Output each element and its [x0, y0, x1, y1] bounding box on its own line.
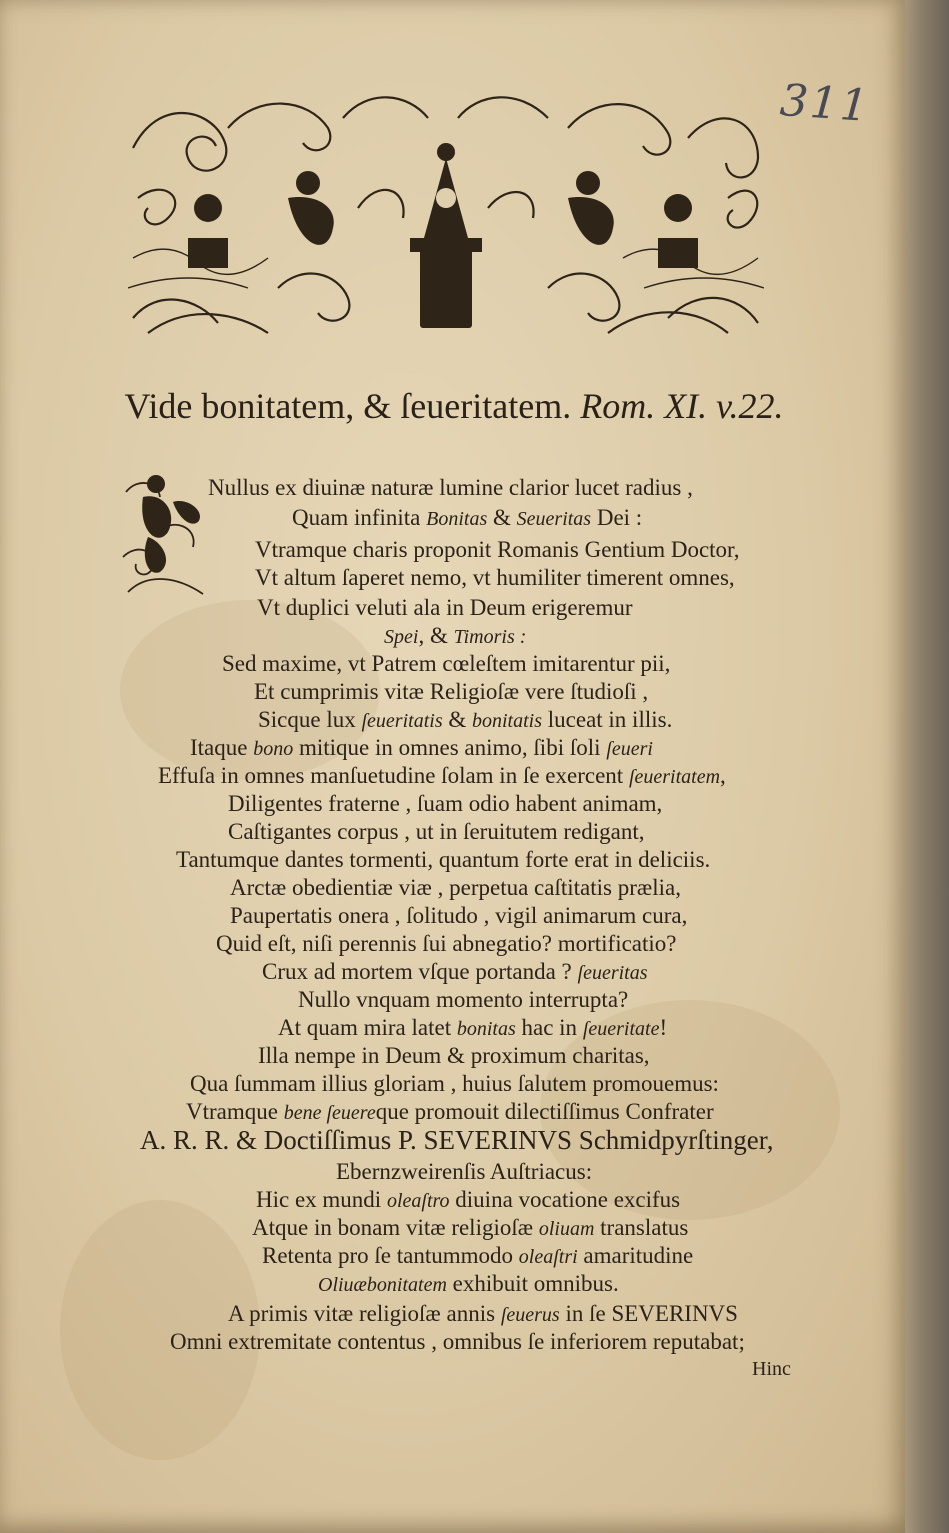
poem-line [216, 930, 677, 958]
text-run: At quam mira latet [278, 1015, 457, 1040]
catchword: Hinc [752, 1358, 791, 1380]
italic-word: bonitatis [472, 710, 543, 732]
text-run: Sed maxime, vt Patrem cœleſtem imitarentur pii, [222, 651, 671, 676]
poem-line [255, 536, 740, 564]
italic-word: Timoris : [453, 626, 527, 648]
italic-word: Spei [384, 626, 419, 648]
text-run: Diligentes fraterne , ſuam odio habent animam, [228, 791, 663, 816]
text-run: Ebernzweirenſis Auſtriacus: [336, 1159, 593, 1184]
poem-line [230, 874, 681, 902]
italic-word: Oliuæbonitatem [318, 1274, 447, 1296]
title-text: Vide bonitatem, & ſeueritatem. [124, 386, 572, 426]
italic-word: oleaſtri [518, 1246, 578, 1268]
text-run: , [720, 763, 726, 788]
text-run: Nullo vnquam momento interrupta? [298, 987, 629, 1012]
text-run: Hic ex mundi [256, 1187, 387, 1212]
page-edge [905, 0, 949, 1533]
poem-line [256, 1186, 680, 1215]
text-run: Caſtigantes corpus , ut in ſeruitutem redigant, [228, 819, 645, 844]
text-run: A primis vitæ religioſæ annis [228, 1301, 501, 1326]
text-run: ! [659, 1015, 668, 1040]
text-run: Quam infinita [292, 505, 427, 530]
folio-number: 311 [778, 74, 872, 133]
poem-line [190, 1070, 719, 1098]
poem-line [158, 762, 726, 791]
title-reference: Rom. XI. v.22. [580, 386, 784, 426]
poem-line [258, 1042, 650, 1070]
text-run: Itaque [190, 735, 254, 760]
poem-line [176, 846, 710, 874]
decorative-initial-icon [118, 462, 210, 600]
poem-line [140, 1126, 773, 1154]
text-run: & [487, 505, 517, 530]
poem-line [262, 1242, 693, 1271]
text-run: Sicque lux [258, 707, 362, 732]
italic-word: ſeueritas [577, 962, 648, 984]
text-run: hac in [515, 1015, 583, 1040]
text-run: Vtramque charis proponit Romanis Gentium Doctor, [255, 537, 740, 562]
text-run: & [442, 707, 472, 732]
italic-word: oleaſtro [386, 1190, 450, 1212]
text-run: Illa nempe in Deum & proximum charitas, [258, 1043, 650, 1068]
text-run: Vt altum ſaperet nemo, vt humiliter timerent omnes, [255, 565, 735, 590]
text-run: Atque in bonam vitæ religioſæ [252, 1215, 539, 1240]
poem-line [170, 1328, 745, 1356]
italic-word: ſeueritatis [361, 710, 443, 732]
italic-word: ſeueri [606, 738, 653, 760]
poem-line [257, 594, 633, 622]
italic-word: oliuam [538, 1218, 595, 1240]
poem-line [228, 818, 644, 846]
italic-word: Bonitas [426, 508, 488, 530]
poem-line [208, 474, 693, 502]
poem-line [336, 1158, 592, 1186]
text-run: luceat in illis. [542, 707, 673, 732]
text-run: Retenta pro ſe tantummodo [262, 1243, 519, 1268]
poem-line [292, 504, 642, 533]
text-run: Tantumque dantes tormenti, quantum forte erat in deliciis. [176, 847, 711, 872]
italic-word: ſeuerus [500, 1304, 560, 1326]
text-run: Dei : [591, 505, 643, 530]
text-run: mitique in omnes animo, ſibi ſoli [293, 735, 607, 760]
italic-word: bene ſeuere [283, 1102, 376, 1124]
text-run: que promouit dilectiſſimus Confrater [375, 1099, 714, 1124]
italic-word: ſeueritate [582, 1018, 660, 1040]
poem-line [252, 1214, 688, 1243]
poem-line [258, 706, 672, 735]
text-run: , & [418, 623, 454, 648]
italic-word: bono [253, 738, 294, 760]
text-run: Effuſa in omnes manſuetudine ſolam in ſe exercent [158, 763, 629, 788]
poem-line [228, 790, 662, 818]
headpiece-ornament-icon [128, 88, 764, 338]
poem-line [384, 622, 526, 651]
poem-line [278, 1014, 667, 1043]
poem-line [298, 986, 628, 1014]
text-run: Vtramque [186, 1099, 284, 1124]
text-run: A. R. R. & Doctiſſimus P. SEVERINVS Schmidpyrſtinger, [140, 1125, 774, 1155]
text-run: in ſe SEVERINVS [559, 1301, 738, 1326]
text-run: Quid eſt, niſi perennis ſui abnegatio? mortificatio? [216, 931, 677, 956]
poem-line [318, 1270, 619, 1299]
text-run: translatus [594, 1215, 689, 1240]
text-run: Arctæ obedientiæ viæ , perpetua caſtitatis prælia, [230, 875, 681, 900]
poem-line [262, 958, 648, 987]
poem-line [228, 1300, 738, 1329]
text-run: Vt duplici veluti ala in Deum erigeremur [257, 595, 633, 620]
poem-line [230, 902, 687, 930]
text-run: diuina vocatione excifus [449, 1187, 681, 1212]
text-run: Omni extremitate contentus , omnibus ſe inferiorem reputabat; [170, 1329, 745, 1354]
poem-line [254, 678, 648, 706]
italic-word: bonitas [456, 1018, 516, 1040]
text-run: Crux ad mortem vſque portanda ? [262, 959, 578, 984]
poem-line [255, 564, 735, 592]
text-run: Nullus ex diuinæ naturæ lumine clarior lucet radius , [208, 475, 693, 500]
text-run: Paupertatis onera , ſolitudo , vigil animarum cura, [230, 903, 688, 928]
italic-word: Seueritas [516, 508, 592, 530]
text-run: Qua ſummam illius gloriam , huius ſalutem promouemus: [190, 1071, 719, 1096]
poem-line [186, 1098, 714, 1127]
poem-line [190, 734, 653, 763]
italic-word: ſeueritatem [628, 766, 721, 788]
text-run: exhibuit omnibus. [446, 1271, 619, 1296]
page-title [0, 385, 908, 427]
text-run: Et cumprimis vitæ Religioſæ vere ſtudioſi , [254, 679, 649, 704]
text-run: amaritudine [577, 1243, 694, 1268]
poem-line [222, 650, 670, 678]
